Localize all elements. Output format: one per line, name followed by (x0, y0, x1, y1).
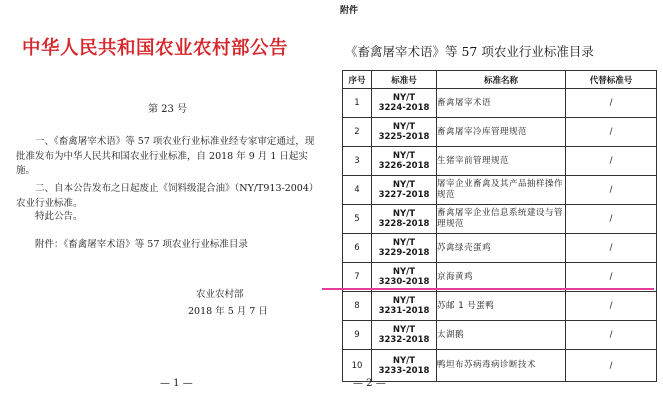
cell-name: 京海黄鸡 (437, 263, 566, 292)
table-row (343, 89, 657, 118)
cell-replace: / (566, 89, 657, 118)
cell-code (372, 89, 437, 118)
code-prefix: NY/T (392, 296, 416, 306)
announcement-number: 第 23 号 (148, 104, 188, 115)
cell-name: 苏邮 1 号蛋鸭 (437, 292, 566, 321)
appendix-page (330, 0, 663, 403)
table-header-row (343, 71, 657, 89)
appendix-title: 《畜禽屠宰术语》等 57 项农业行业标准目录 (345, 44, 594, 59)
cell-name: 畜禽屠宰企业信息系统建设与管理规范 (437, 205, 566, 234)
code-number: 3230-2018 (378, 277, 430, 287)
code-prefix: NY/T (392, 325, 416, 335)
code-prefix: NY/T (392, 122, 416, 132)
cell-seq: 4 (343, 176, 372, 205)
cell-seq: 3 (343, 147, 372, 176)
cell-seq: 1 (343, 89, 372, 118)
table-row (343, 292, 657, 321)
code-prefix: NY/T (392, 267, 416, 277)
cell-name: 畜禽屠宰冷库管理规范 (437, 118, 566, 147)
standards-table (342, 70, 657, 382)
cell-seq: 8 (343, 292, 372, 321)
cell-replace: / (566, 321, 657, 350)
cell-code (372, 292, 437, 321)
table-row (343, 205, 657, 234)
code-prefix: NY/T (392, 209, 416, 219)
table-row (343, 176, 657, 205)
cell-code (372, 147, 437, 176)
cell-code (372, 176, 437, 205)
cell-name: 畜禽屠宰术语 (437, 89, 566, 118)
code-prefix: NY/T (392, 93, 416, 103)
code-number: 3227-2018 (378, 190, 430, 200)
code-number: 3228-2018 (378, 219, 430, 229)
paragraph-approval: 一、《畜禽屠宰术语》等 57 项农业行业标准业经专家审定通过，现批准发布为中华人民共和国农业行业标准，自 2018 年 9 月 1 日起实施。 (16, 136, 315, 176)
cell-seq: 7 (343, 263, 372, 292)
cell-replace: / (566, 205, 657, 234)
signer: 农业农村部 (196, 289, 244, 300)
paragraph-attachment: 附件：《畜禽屠宰术语》等 57 项农业行业标准目录 (35, 239, 248, 250)
page-number-2: — 2 — (353, 378, 386, 389)
code-number: 3226-2018 (378, 161, 430, 171)
cell-code (372, 118, 437, 147)
sign-date: 2018 年 5 月 7 日 (188, 306, 268, 317)
cell-replace: / (566, 176, 657, 205)
cell-replace: / (566, 234, 657, 263)
code-prefix: NY/T (392, 151, 416, 161)
announcement-title: 中华人民共和国农业农村部公告 (22, 38, 289, 59)
cell-seq: 9 (343, 321, 372, 350)
cell-code (372, 234, 437, 263)
cell-replace: / (566, 292, 657, 321)
table-row (343, 147, 657, 176)
code-prefix: NY/T (392, 180, 416, 190)
paragraph-closing: 特此公告。 (35, 211, 83, 222)
paragraph-repeal: 二、自本公告发布之日起废止《饲料级混合油》（NY/T913-2004）农业行业标准。 (16, 183, 314, 209)
code-number: 3229-2018 (378, 248, 430, 258)
cell-name: 鸭坦布苏病毒病诊断技术 (437, 350, 566, 382)
cell-replace: / (566, 118, 657, 147)
cell-code (372, 350, 437, 382)
header-replace: 代替标准号 (566, 71, 657, 89)
code-number: 3225-2018 (378, 132, 430, 142)
code-prefix: NY/T (392, 238, 416, 248)
code-prefix: NY/T (392, 355, 416, 366)
table-row (343, 118, 657, 147)
cell-name: 生猪宰前管理规范 (437, 147, 566, 176)
highlight-line (322, 288, 654, 290)
page-number-1: — 1 — (160, 378, 193, 389)
cell-seq: 5 (343, 205, 372, 234)
table-row (343, 350, 657, 382)
announcement-page (0, 0, 330, 403)
header-code: 标准号 (372, 71, 437, 89)
appendix-label: 附件 (340, 6, 359, 16)
cell-replace: / (566, 147, 657, 176)
cell-replace: / (566, 263, 657, 292)
cell-seq: 2 (343, 118, 372, 147)
code-number: 3233-2018 (378, 365, 430, 376)
cell-name: 苏禽绿壳蛋鸡 (437, 234, 566, 263)
header-seq: 序号 (343, 71, 372, 89)
table-row (343, 321, 657, 350)
cell-name: 屠宰企业畜禽及其产品抽样操作规范 (437, 176, 566, 205)
table-row (343, 234, 657, 263)
code-number: 3231-2018 (378, 306, 430, 316)
cell-seq: 6 (343, 234, 372, 263)
cell-code (372, 205, 437, 234)
header-name: 标准名称 (437, 71, 566, 89)
code-number: 3232-2018 (378, 335, 430, 345)
cell-seq: 10 (343, 350, 372, 382)
cell-name: 太湖鹅 (437, 321, 566, 350)
cell-replace: / (566, 350, 657, 382)
code-number: 3224-2018 (378, 103, 430, 113)
cell-code (372, 321, 437, 350)
